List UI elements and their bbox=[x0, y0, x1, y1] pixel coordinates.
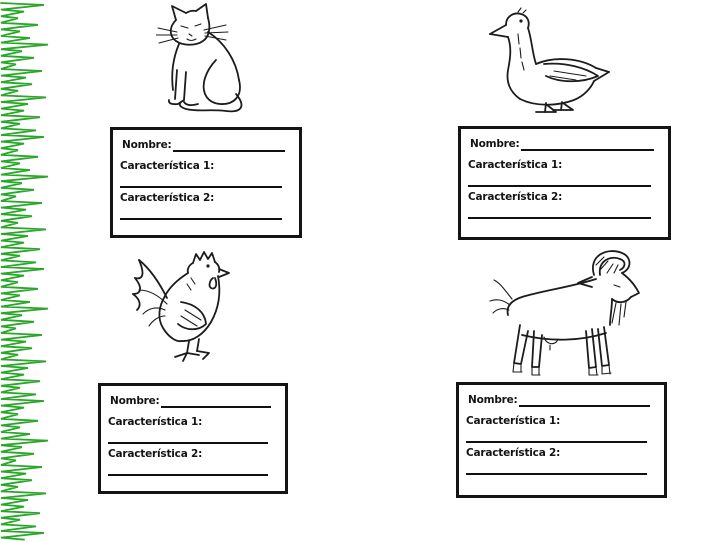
caracteristica1-writing-line bbox=[466, 441, 647, 443]
nombre-row bbox=[468, 392, 650, 407]
caracteristica1-label: Característica 1: bbox=[466, 415, 561, 427]
card-cat bbox=[110, 127, 302, 238]
caracteristica2-label: Característica 2: bbox=[108, 448, 203, 460]
nombre-label: Nombre: bbox=[470, 138, 520, 150]
caracteristica1-writing-line bbox=[468, 185, 651, 187]
caracteristica1-writing-line bbox=[120, 186, 282, 188]
card-hen bbox=[98, 383, 288, 494]
nombre-writing-line bbox=[521, 136, 654, 151]
caracteristica1-writing-line bbox=[108, 442, 268, 444]
caracteristica2-writing-line bbox=[120, 218, 282, 220]
card-goat bbox=[456, 382, 667, 498]
caracteristica1-label: Característica 1: bbox=[120, 160, 215, 172]
goat-illustration bbox=[476, 247, 640, 377]
caracteristica2-label: Característica 2: bbox=[468, 191, 563, 203]
hen-illustration bbox=[131, 250, 237, 364]
caracteristica1-label: Característica 1: bbox=[108, 416, 203, 428]
nombre-writing-line bbox=[519, 392, 650, 407]
card-goose bbox=[458, 126, 671, 240]
caracteristica1-label: Característica 1: bbox=[468, 159, 563, 171]
scribble-border bbox=[0, 0, 54, 543]
nombre-label: Nombre: bbox=[468, 394, 518, 406]
goose-icon bbox=[488, 4, 612, 114]
caracteristica2-writing-line bbox=[108, 474, 268, 476]
goose-illustration bbox=[488, 4, 612, 114]
nombre-label: Nombre: bbox=[110, 395, 160, 407]
caracteristica2-writing-line bbox=[468, 217, 651, 219]
nombre-writing-line bbox=[161, 393, 271, 408]
nombre-row bbox=[110, 393, 271, 408]
goat-icon bbox=[476, 247, 640, 377]
nombre-writing-line bbox=[173, 137, 285, 152]
nombre-label: Nombre: bbox=[122, 139, 172, 151]
hen-icon bbox=[131, 250, 237, 364]
nombre-row bbox=[122, 137, 285, 152]
cat-illustration bbox=[156, 2, 248, 114]
nombre-row bbox=[470, 136, 654, 151]
caracteristica2-label: Característica 2: bbox=[466, 447, 561, 459]
caracteristica2-writing-line bbox=[466, 473, 647, 475]
caracteristica2-label: Característica 2: bbox=[120, 192, 215, 204]
cat-icon bbox=[156, 2, 248, 114]
